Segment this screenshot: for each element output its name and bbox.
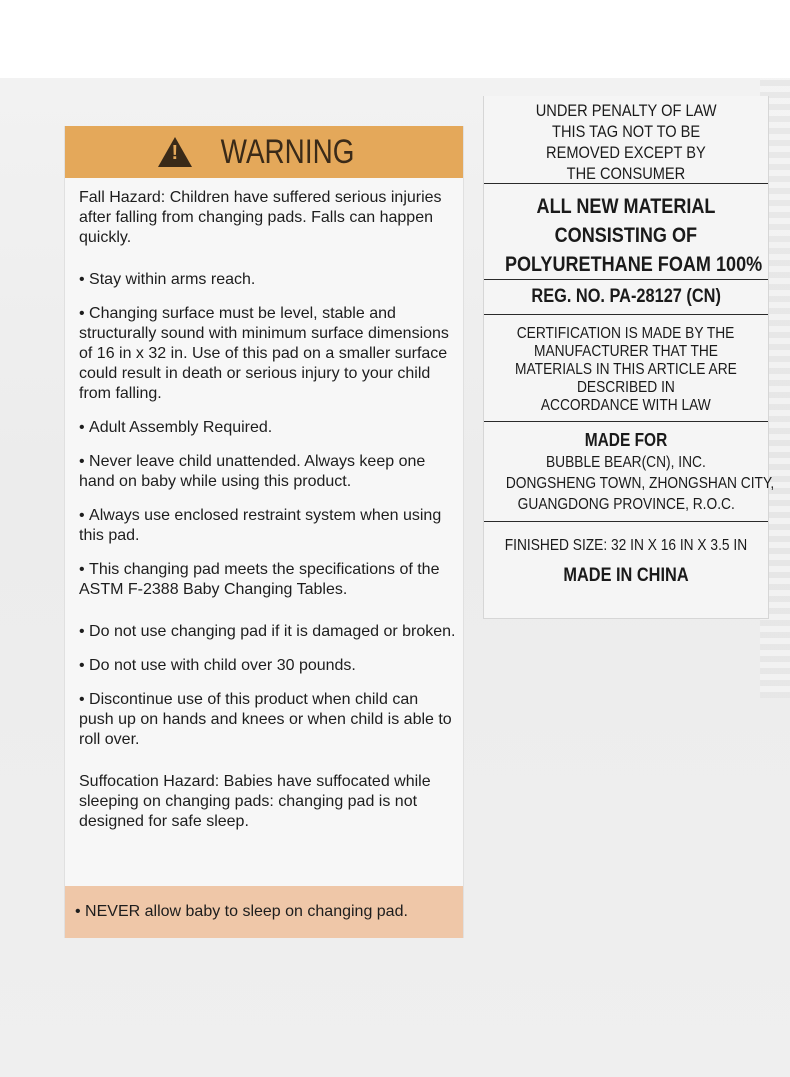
show-through-text [79, 492, 457, 506]
bullet-astm-spec: • This changing pad meets the specifications of the ASTM F-2388 Baby Changing Tables. [79, 560, 457, 600]
cert-line: DESCRIBED IN [577, 379, 675, 396]
never-sleep-bar [65, 886, 463, 938]
show-through-text [79, 642, 457, 656]
material-line: POLYURETHANE FOAM 100% [504, 253, 763, 276]
show-through-text [79, 290, 457, 304]
penalty-line: REMOVED EXCEPT BY [546, 143, 706, 162]
made-for-title: MADE FOR [584, 430, 668, 450]
penalty-line: THE CONSUMER [566, 164, 686, 183]
bullet-weight-limit: • Do not use with child over 30 pounds. [79, 656, 457, 676]
material-section [484, 184, 768, 280]
show-through-text [79, 546, 457, 560]
bullet-never-unattended: • Never leave child unattended. Always keep one hand on baby while using this product. [79, 452, 457, 492]
penalty-line: UNDER PENALTY OF LAW [535, 101, 717, 120]
bullet-changing-surface: • Changing surface must be level, stable and structurally sound with minimum surface dimensions of 16 in x 32 in. Use of this pad on a smaller surface could result in death or serious injury to your child from falling. [79, 304, 457, 404]
warning-header [65, 126, 463, 178]
bullet-discontinue-use: • Discontinue use of this product when child can push up on hands and knees or when child is able to roll over. [79, 690, 457, 750]
cert-line: CERTIFICATION IS MADE BY THE [517, 325, 735, 342]
cert-line: ACCORDANCE WITH LAW [541, 397, 711, 414]
made-for-line: GUANGDONG PROVINCE, R.O.C. [517, 496, 735, 513]
bullet-damaged: • Do not use changing pad if it is damaged or broken. [79, 622, 457, 642]
finished-size: FINISHED SIZE: 32 IN X 16 IN X 3.5 IN [504, 537, 748, 554]
suffocation-hazard-text: Suffocation Hazard: Babies have suffocated while sleeping on changing pads: changing pad is not designed for safe sleep. [79, 773, 431, 830]
bullet-arms-reach: • Stay within arms reach. [79, 270, 457, 290]
material-line: ALL NEW MATERIAL [536, 195, 716, 218]
reg-number-section [484, 280, 768, 315]
penalty-section [484, 96, 768, 184]
warning-body [79, 188, 457, 832]
warning-triangle-icon [158, 137, 192, 167]
made-in-china: MADE IN CHINA [563, 565, 689, 586]
warning-title: WARNING [221, 132, 355, 171]
certification-section [484, 315, 768, 422]
warning-label [64, 126, 464, 938]
fall-hazard-text: Fall Hazard: Children have suffered serious injuries after falling from changing pads. Falls can happen quickly. [79, 189, 442, 246]
made-for-section [484, 422, 775, 522]
material-line: CONSISTING OF [554, 224, 698, 247]
bullet-restraint-system: • Always use enclosed restraint system when using this pad. [79, 506, 457, 546]
penalty-line: THIS TAG NOT TO BE [551, 122, 701, 141]
cert-line: MANUFACTURER THAT THE [533, 343, 718, 360]
bullet-adult-assembly: • Adult Assembly Required. [79, 418, 457, 438]
show-through-text [79, 438, 457, 452]
size-origin-section [484, 522, 768, 588]
show-through-text [79, 676, 457, 690]
cert-line: MATERIALS IN THIS ARTICLE ARE [515, 361, 737, 378]
law-tag [483, 96, 775, 619]
bullet-never-sleep: • NEVER allow baby to sleep on changing pad. [75, 903, 408, 921]
reg-number: REG. NO. PA-28127 (CN) [531, 286, 721, 307]
made-for-line: DONGSHENG TOWN, ZHONGSHAN CITY, [505, 475, 775, 492]
show-through-text [79, 248, 457, 262]
made-for-line: BUBBLE BEAR(CN), INC. [546, 454, 706, 471]
